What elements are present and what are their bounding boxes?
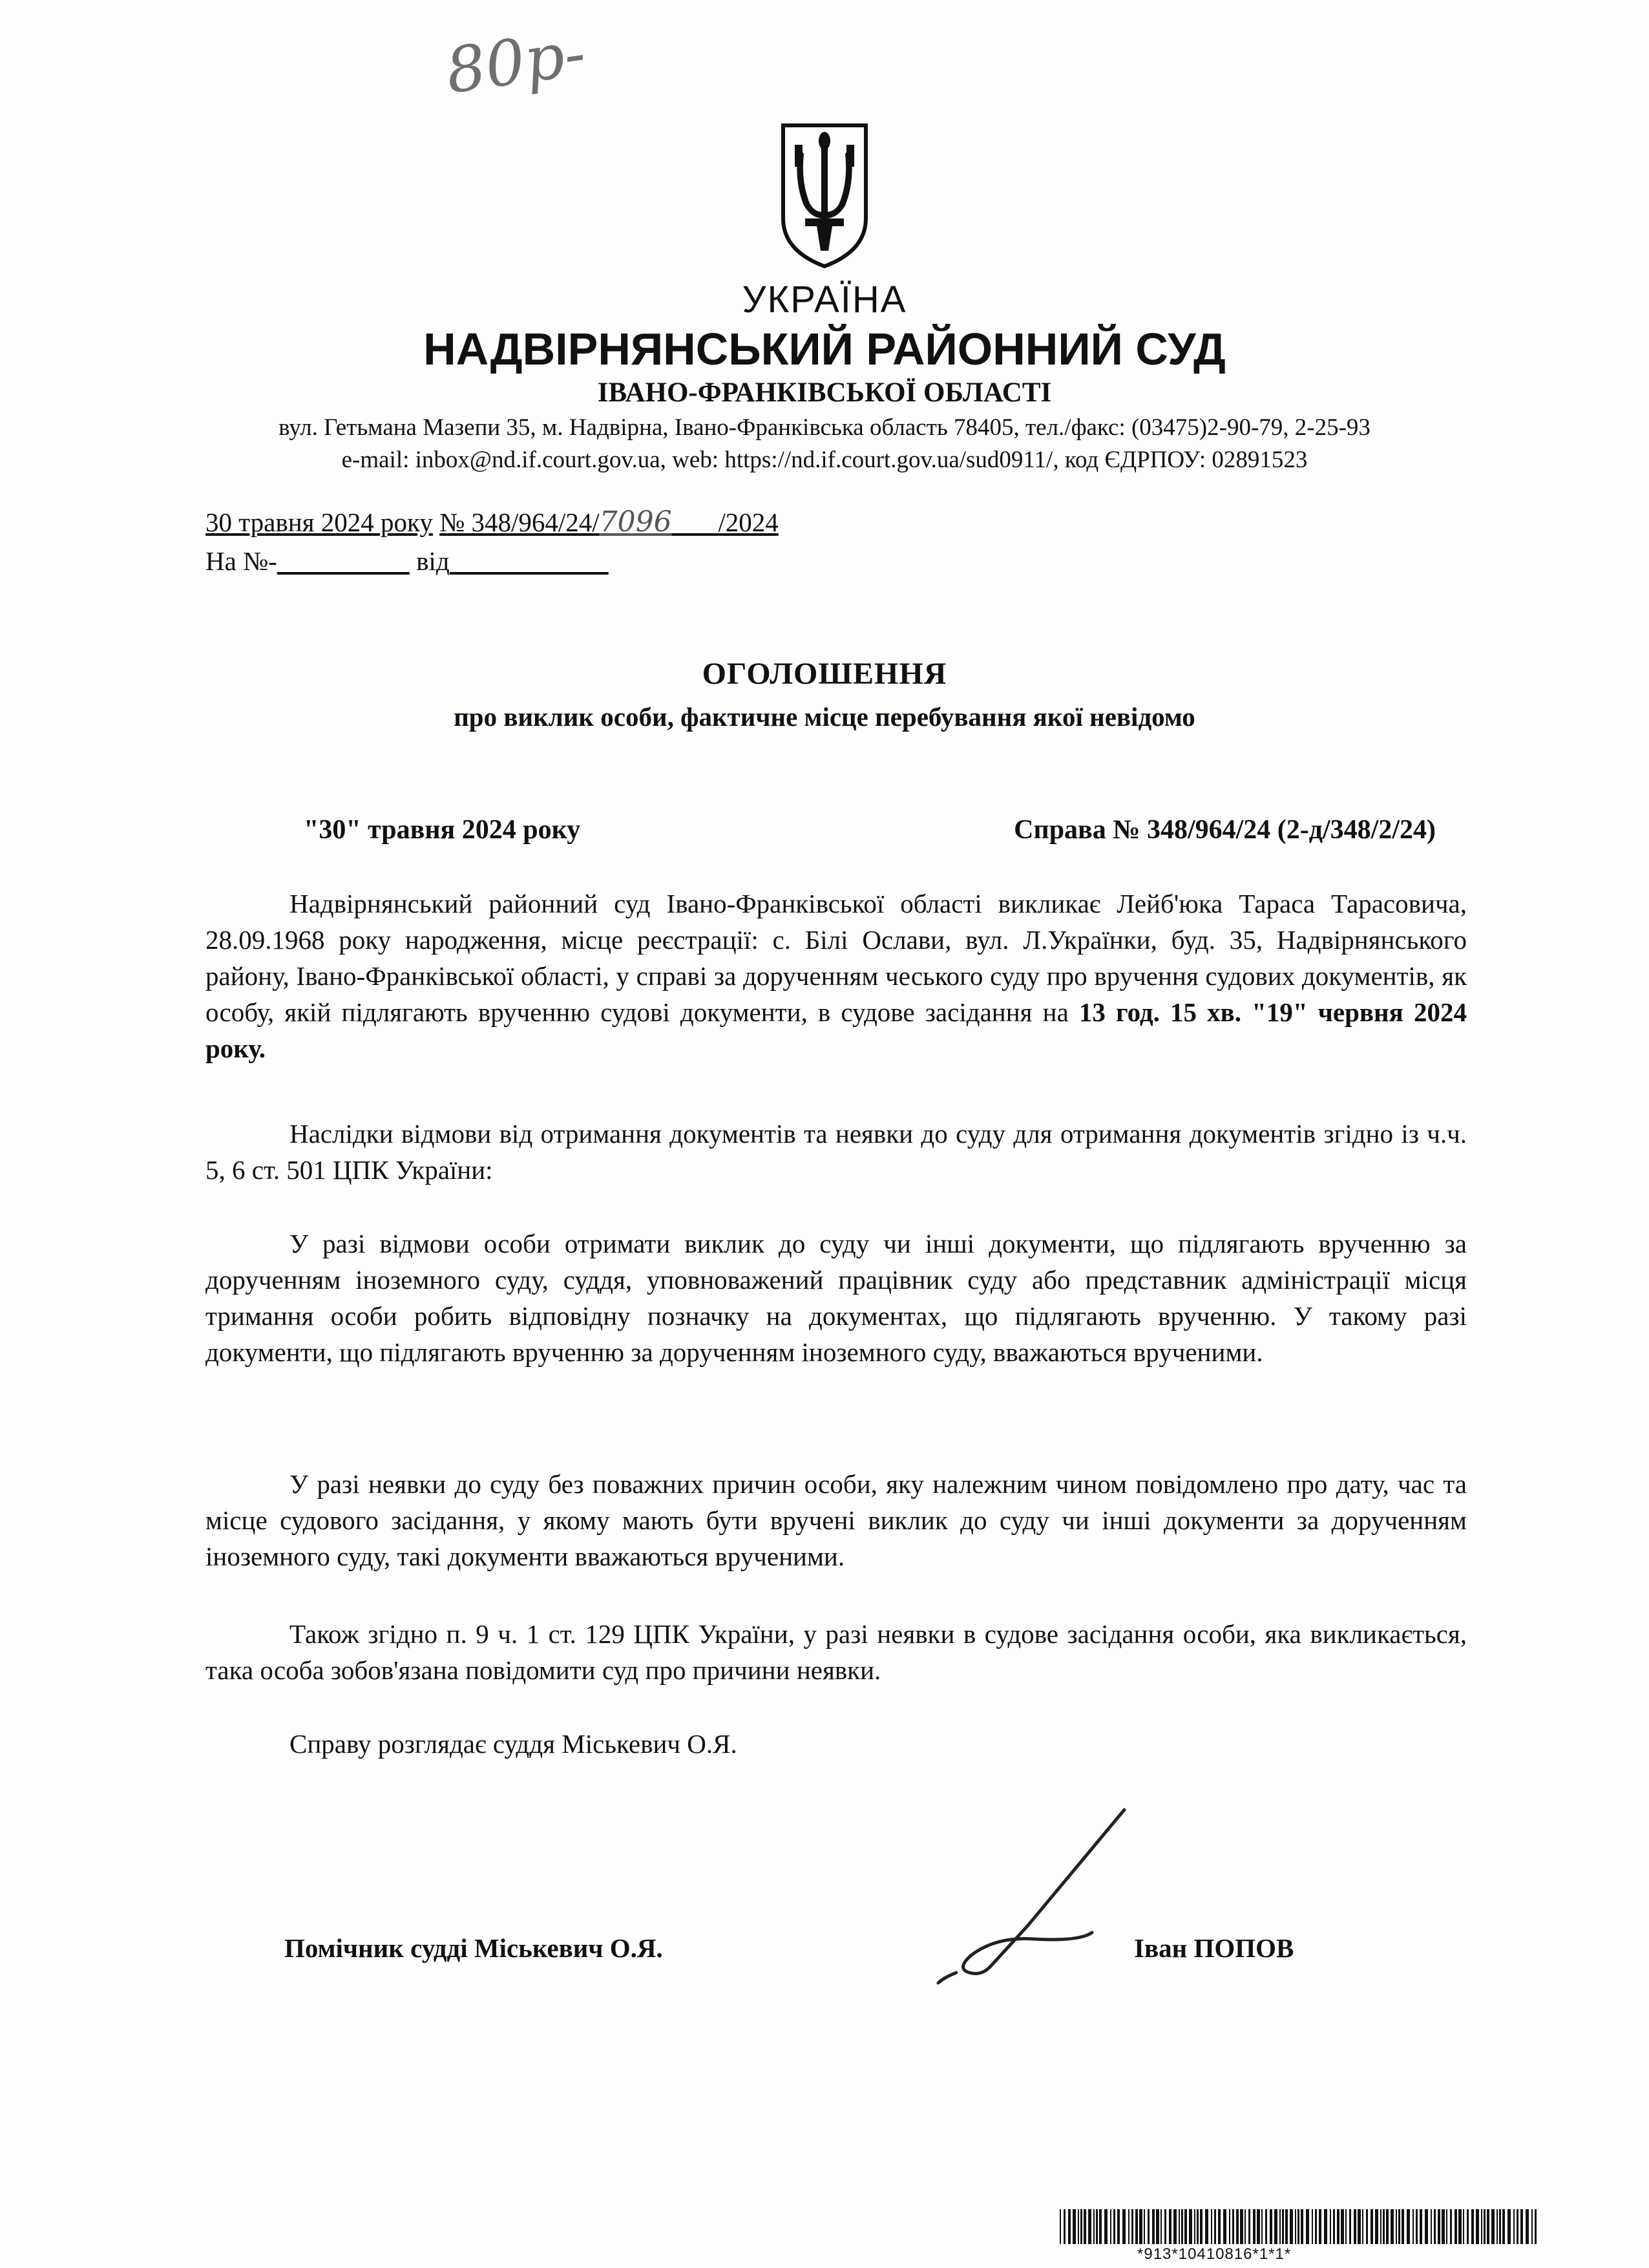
barcode-bar <box>1402 2209 1404 2244</box>
barcode-bar <box>1156 2209 1159 2244</box>
barcode-bar <box>1270 2209 1272 2244</box>
barcode-bar <box>1093 2209 1095 2244</box>
reference-label: На №- <box>205 546 277 576</box>
barcode-bar <box>1290 2209 1293 2244</box>
barcode-bar <box>1214 2209 1216 2244</box>
reference-from-label: від <box>416 546 450 576</box>
country-title: УКРАЇНА <box>742 279 907 321</box>
barcode-bar <box>1396 2209 1397 2244</box>
barcode-bar <box>1161 2209 1162 2244</box>
barcode-bar <box>1431 2209 1432 2244</box>
court-name: НАДВІРНЯНСЬКИЙ РАЙОННИЙ СУД <box>423 324 1226 374</box>
barcode-bar <box>1455 2209 1457 2244</box>
barcode-bar <box>1060 2209 1061 2244</box>
barcode-bar <box>1499 2209 1501 2244</box>
barcode-bar <box>1211 2209 1212 2244</box>
barcode-bar <box>1131 2209 1133 2244</box>
barcode-bar <box>1513 2209 1515 2244</box>
reference-blank <box>277 546 410 576</box>
barcode-bar <box>1068 2209 1071 2244</box>
barcode-bar <box>1257 2209 1260 2244</box>
barcode-bar <box>1197 2209 1199 2244</box>
barcode-bar <box>1354 2209 1356 2244</box>
barcode-bar <box>1110 2209 1111 2244</box>
barcode-bar <box>1398 2209 1400 2244</box>
reference-line <box>205 546 609 577</box>
barcode-bar <box>1407 2209 1410 2244</box>
barcode-bar <box>1517 2209 1518 2244</box>
barcode-bar <box>1366 2209 1368 2244</box>
barcode-bar <box>1446 2209 1447 2244</box>
notice-title: ОГОЛОШЕННЯ <box>702 657 947 691</box>
barcode-bar <box>1064 2209 1066 2244</box>
barcode-bar <box>1481 2209 1482 2244</box>
barcode-bar <box>1232 2209 1234 2244</box>
handwritten-signature-icon <box>930 1803 1137 1997</box>
signature-right-name: Іван ПОПОВ <box>1134 1933 1294 1963</box>
outgoing-date: 30 травня 2024 року <box>205 507 433 537</box>
barcode-bar <box>1487 2209 1489 2244</box>
barcode-bar <box>1200 2209 1203 2244</box>
barcode-bar <box>1113 2209 1115 2244</box>
barcode-bar <box>1096 2209 1098 2244</box>
barcode-icon <box>1060 2209 1538 2244</box>
barcode-bar <box>1341 2209 1344 2244</box>
barcode-bar <box>1319 2209 1321 2244</box>
notice-date: "30" травня 2024 року <box>304 815 581 845</box>
barcode-bar <box>1236 2209 1239 2244</box>
barcode-bar <box>1330 2209 1331 2244</box>
barcode-bar <box>1122 2209 1126 2244</box>
barcode-bar <box>1265 2209 1267 2244</box>
barcode-bar <box>1282 2209 1284 2244</box>
outgoing-number-suffix: /2024 <box>718 507 779 537</box>
barcode-bar <box>1240 2209 1243 2244</box>
outgoing-number-handwritten: 7096 <box>599 505 672 538</box>
barcode-bar <box>1312 2209 1313 2244</box>
barcode-bar <box>1358 2209 1361 2244</box>
barcode-bar <box>1117 2209 1120 2244</box>
barcode-bar <box>1173 2209 1177 2244</box>
barcode-bar <box>1471 2209 1474 2244</box>
court-region: ІВАНО-ФРАНКІВСЬКОЇ ОБЛАСТІ <box>597 377 1052 408</box>
barcode-bar <box>1386 2209 1389 2244</box>
barcode-bar <box>1484 2209 1486 2244</box>
barcode-bar <box>1099 2209 1102 2244</box>
barcode-bar <box>1306 2209 1309 2244</box>
barcode-bar <box>1169 2209 1171 2244</box>
paragraph-refusal: У разі відмови особи отримати виклик до суду чи інші документи, що підлягають врученню за дорученням іноземного суду, суддя, уповноважений працівник суду або представник адміністрації місця тримання особи робить відповідну позначку на документах, що підлягають врученню. У такому разі документи, що підлягають врученню за дорученням іноземного суду, вважаються врученими. <box>205 1229 1467 1367</box>
barcode-bar <box>1189 2209 1192 2244</box>
barcode-bar <box>1218 2209 1221 2244</box>
barcode-bar <box>1245 2209 1246 2244</box>
barcode-bar <box>1463 2209 1464 2244</box>
barcode-bar <box>1497 2209 1498 2244</box>
paragraph-judge: Справу розглядає суддя Міськевич О.Я. <box>289 1729 737 1759</box>
barcode-bar <box>1279 2209 1281 2244</box>
paragraph-non-appearance: У разі неявки до суду без поважних причин особи, яку належним чином повідомлено про дату, час та місце судового засідання, у якому мають бути вручені виклик до суду чи інші документи за дорученням іноземного суду, такі документи вважаються врученими. <box>205 1469 1467 1571</box>
barcode-bar <box>1139 2209 1142 2244</box>
court-contacts: e-mail: inbox@nd.if.court.gov.ua, web: https://nd.if.court.gov.ua/sud0911/, код ЄДРПОУ: 02891523 <box>341 447 1308 473</box>
barcode-text: *913*10410816*1*1* <box>1137 2245 1292 2263</box>
barcode-bar <box>1467 2209 1469 2244</box>
paragraph-consequences: Наслідки відмови від отримання документів та неявки до суду для отримання документів згідно із ч.ч. 5, 6 ст. 501 ЦПК України: <box>205 1119 1467 1185</box>
outgoing-number-prefix: № 348/964/24/ <box>439 507 600 537</box>
barcode-bar <box>1080 2209 1082 2244</box>
barcode-bar <box>1229 2209 1230 2244</box>
barcode-bar <box>1391 2209 1394 2244</box>
barcode-bar <box>1345 2209 1347 2244</box>
barcode-bar <box>1078 2209 1079 2244</box>
barcode-bar <box>1531 2209 1533 2244</box>
barcode-bar <box>1253 2209 1255 2244</box>
barcode-bar <box>1297 2209 1299 2244</box>
barcode-bar <box>1164 2209 1166 2244</box>
barcode-bar <box>1535 2209 1537 2244</box>
barcode-bar <box>1274 2209 1277 2244</box>
barcode-bar <box>1375 2209 1378 2244</box>
barcode-bar <box>1179 2209 1180 2244</box>
barcode-bar <box>1458 2209 1462 2244</box>
outgoing-number-line <box>205 505 779 538</box>
outgoing-number-gap <box>672 507 719 537</box>
barcode-bar <box>1434 2209 1436 2244</box>
barcode-bar <box>1148 2209 1150 2244</box>
barcode-bar <box>1425 2209 1428 2244</box>
handwritten-note: 80р- <box>441 16 590 108</box>
barcode-bar <box>1450 2209 1452 2244</box>
barcode-bar <box>1152 2209 1155 2244</box>
barcode-bar <box>1184 2209 1187 2244</box>
barcode-bar <box>1104 2209 1108 2244</box>
barcode-bar <box>1135 2209 1138 2244</box>
paragraph-summons <box>205 885 1467 1066</box>
barcode-bar <box>1285 2209 1288 2244</box>
barcode-bar <box>1084 2209 1086 2244</box>
barcode-bar <box>1491 2209 1495 2244</box>
barcode-bar <box>1438 2209 1440 2244</box>
barcode-bar <box>1088 2209 1091 2244</box>
barcode-bar <box>1337 2209 1339 2244</box>
barcode-bar <box>1380 2209 1381 2244</box>
barcode-bar <box>1476 2209 1479 2244</box>
barcode-bar <box>1144 2209 1145 2244</box>
barcode-bar <box>1248 2209 1250 2244</box>
barcode-bar <box>1295 2209 1296 2244</box>
coat-of-arms-icon <box>779 122 870 270</box>
barcode-bar <box>1223 2209 1226 2244</box>
barcode-bar <box>1333 2209 1335 2244</box>
barcode-bar <box>1413 2209 1414 2244</box>
court-address: вул. Гетьмана Мазепи 35, м. Надвірна, Івано-Франківська область 78405, тел./факс: (03475)2-90-79, 2-25-93 <box>278 414 1371 441</box>
barcode-bar <box>1502 2209 1505 2244</box>
barcode-bar <box>1371 2209 1373 2244</box>
barcode-bar <box>1194 2209 1195 2244</box>
paragraph-obligation: Також згідно п. 9 ч. 1 ст. 129 ЦПК України, у разі неявки в судове засідання особи, яка викликається, така особа зобов'язана повідомити суд про причини неявки. <box>205 1619 1467 1685</box>
barcode-bar <box>1420 2209 1422 2244</box>
barcode-bar <box>1442 2209 1445 2244</box>
barcode-bar <box>1315 2209 1317 2244</box>
notice-subtitle: про виклик особи, фактичне місце перебування якої невідомо <box>454 702 1195 732</box>
barcode-bar <box>1362 2209 1363 2244</box>
barcode-bar <box>1416 2209 1418 2244</box>
barcode-bar <box>1383 2209 1385 2244</box>
barcode-bar <box>1507 2209 1511 2244</box>
barcode-bar <box>1181 2209 1183 2244</box>
signature-left-label: Помічник судді Міськевич О.Я. <box>284 1933 663 1963</box>
summons-text: Надвірнянський районний суд Івано-Франківської області викликає Лейб'юка Тараса Тарасовича, 28.09.1968 року народження, місце реєстрації: с. Білі Ослави, вул. Л.Українки, буд. 35, Надвірнянського району, Івано-Франківської області, у справі за дорученням чеського суду про вручення судових документів, як особу, якій підлягають врученню судові документи, в судове засідання на <box>205 889 1467 1027</box>
hearing-datetime: 13 год. 15 хв. "19" червня 2024 року. <box>205 997 1467 1063</box>
barcode-bar <box>1520 2209 1523 2244</box>
case-number: Справа № 348/964/24 (2-д/348/2/24) <box>1014 815 1436 845</box>
barcode-bar <box>1526 2209 1529 2244</box>
barcode-bar <box>1128 2209 1129 2244</box>
barcode-bar <box>1073 2209 1076 2244</box>
barcode-bar <box>1205 2209 1208 2244</box>
barcode-bar <box>1349 2209 1351 2244</box>
barcode-bar <box>1324 2209 1327 2244</box>
barcode-bar <box>1261 2209 1263 2244</box>
reference-date-blank <box>450 546 609 576</box>
barcode-bar <box>1301 2209 1303 2244</box>
